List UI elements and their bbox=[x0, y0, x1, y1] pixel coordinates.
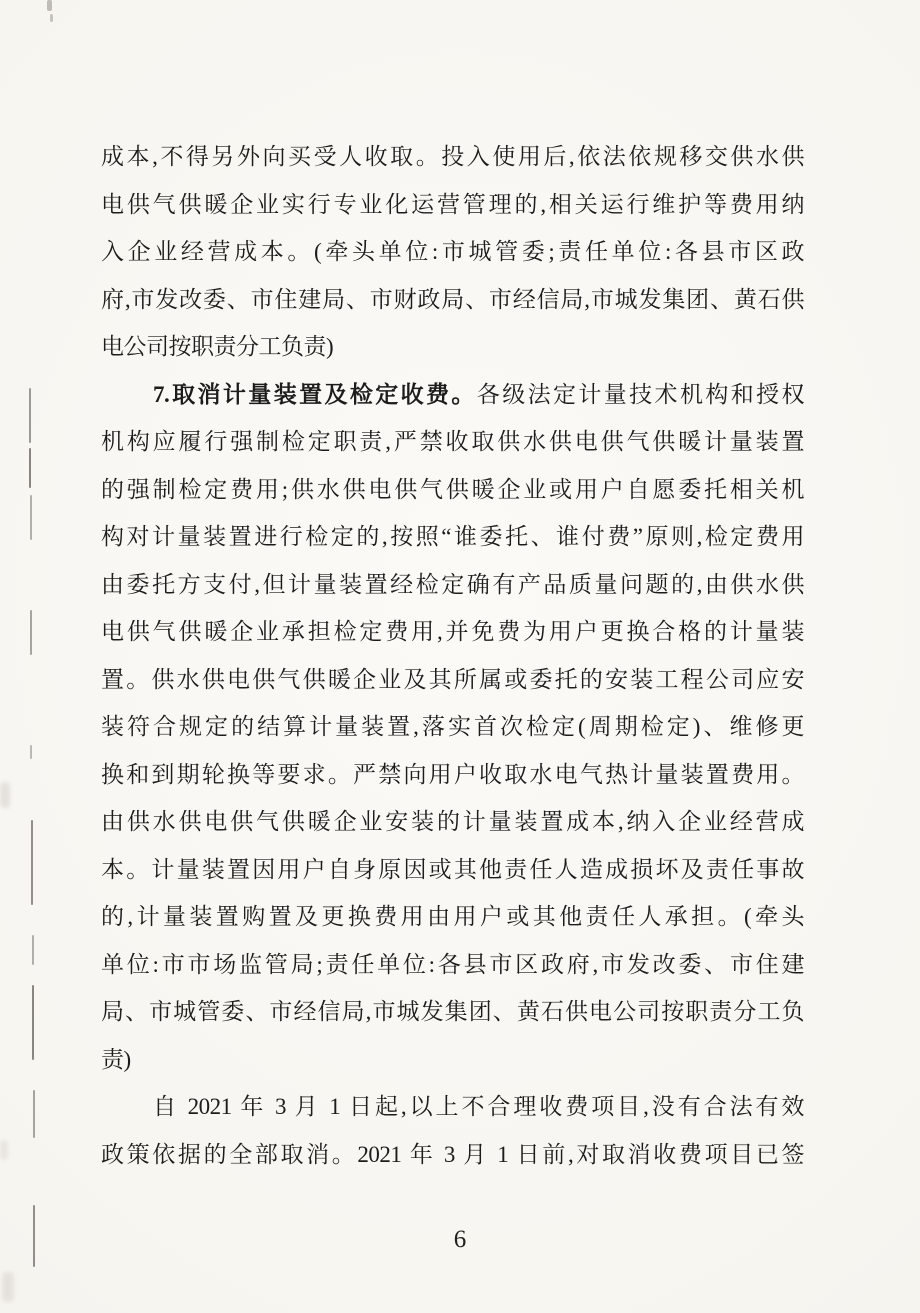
body-line: 置。供水供电供气供暖企业及其所属或委托的安装工程公司应安 bbox=[101, 666, 804, 692]
scan-artifact bbox=[32, 935, 34, 965]
scan-artifact bbox=[29, 448, 31, 488]
body-line: 责) bbox=[101, 1046, 131, 1072]
scan-artifact bbox=[0, 1140, 8, 1160]
scan-artifact bbox=[33, 1090, 35, 1138]
document-text bbox=[101, 133, 804, 1178]
body-line: 机构应履行强制检定职责,严禁收取供水供电供气供暖计量装置 bbox=[101, 429, 804, 454]
body-line: 府,市发改委、市住建局、市财政局、市经信局,市城发集团、黄石供 bbox=[101, 286, 804, 312]
body-line: 的,计量装置购置及更换费用由用户或其他责任人承担。(牵头 bbox=[101, 904, 804, 929]
body-line: 政策依据的全部取消。2021 年 3 月 1 日前,对取消收费项目已签 bbox=[101, 1141, 804, 1167]
scan-artifact bbox=[0, 782, 10, 808]
body-line: 构对计量装置进行检定的,按照“谁委托、谁付费”原则,检定费用 bbox=[101, 524, 804, 549]
body-line: 电供气供暖企业实行专业化运营管理的,相关运行维护等费用纳 bbox=[101, 191, 804, 217]
item-7-text-start: 各级法定计量技术机构和授权 bbox=[476, 381, 805, 407]
body-line: 成本,不得另外向买受人收取。投入使用后,依法依规移交供水供 bbox=[101, 144, 804, 169]
body-line: 换和到期轮换等要求。严禁向用户收取水电气热计量装置费用。 bbox=[101, 761, 804, 787]
body-line bbox=[101, 371, 804, 419]
body-line: 电供气供暖企业承担检定费用,并免费为用户更换合格的计量装 bbox=[101, 619, 804, 644]
scan-artifact bbox=[30, 745, 32, 759]
scan-artifact bbox=[32, 985, 34, 1060]
scan-artifact bbox=[30, 495, 32, 540]
scan-artifact bbox=[50, 14, 53, 22]
scan-artifact bbox=[47, 0, 52, 11]
body-line: 的强制检定费用;供水供电供气供暖企业或用户自愿委托相关机 bbox=[101, 476, 804, 502]
page-number: 6 bbox=[453, 1226, 467, 1253]
scan-artifact bbox=[29, 388, 31, 443]
body-line: 由委托方支付,但计量装置经检定确有产品质量问题的,由供水供 bbox=[101, 571, 804, 597]
body-line: 本。计量装置因用户自身原因或其他责任人造成损坏及责任事故 bbox=[101, 856, 804, 882]
body-line: 局、市城管委、市经信局,市城发集团、黄石供电公司按职责分工负 bbox=[101, 999, 804, 1024]
body-line: 自 2021 年 3 月 1 日起,以上不合理收费项目,没有合法有效 bbox=[153, 1094, 804, 1119]
body-line: 装符合规定的结算计量装置,落实首次检定(周期检定)、维修更 bbox=[101, 714, 804, 739]
body-line: 电公司按职责分工负责) bbox=[101, 334, 334, 359]
body-line: 入企业经营成本。(牵头单位:市城管委;责任单位:各县市区政 bbox=[101, 239, 804, 264]
body-line: 由供水供电供气供暖企业安装的计量装置成本,纳入企业经营成 bbox=[101, 809, 804, 834]
item-7-heading: 7.取消计量装置及检定收费。 bbox=[153, 381, 477, 407]
scan-artifact bbox=[31, 820, 33, 905]
scan-artifact bbox=[2, 1272, 14, 1302]
body-line: 单位:市市场监管局;责任单位:各县市区政府,市发改委、市住建 bbox=[101, 951, 804, 977]
scan-artifact bbox=[30, 610, 32, 655]
